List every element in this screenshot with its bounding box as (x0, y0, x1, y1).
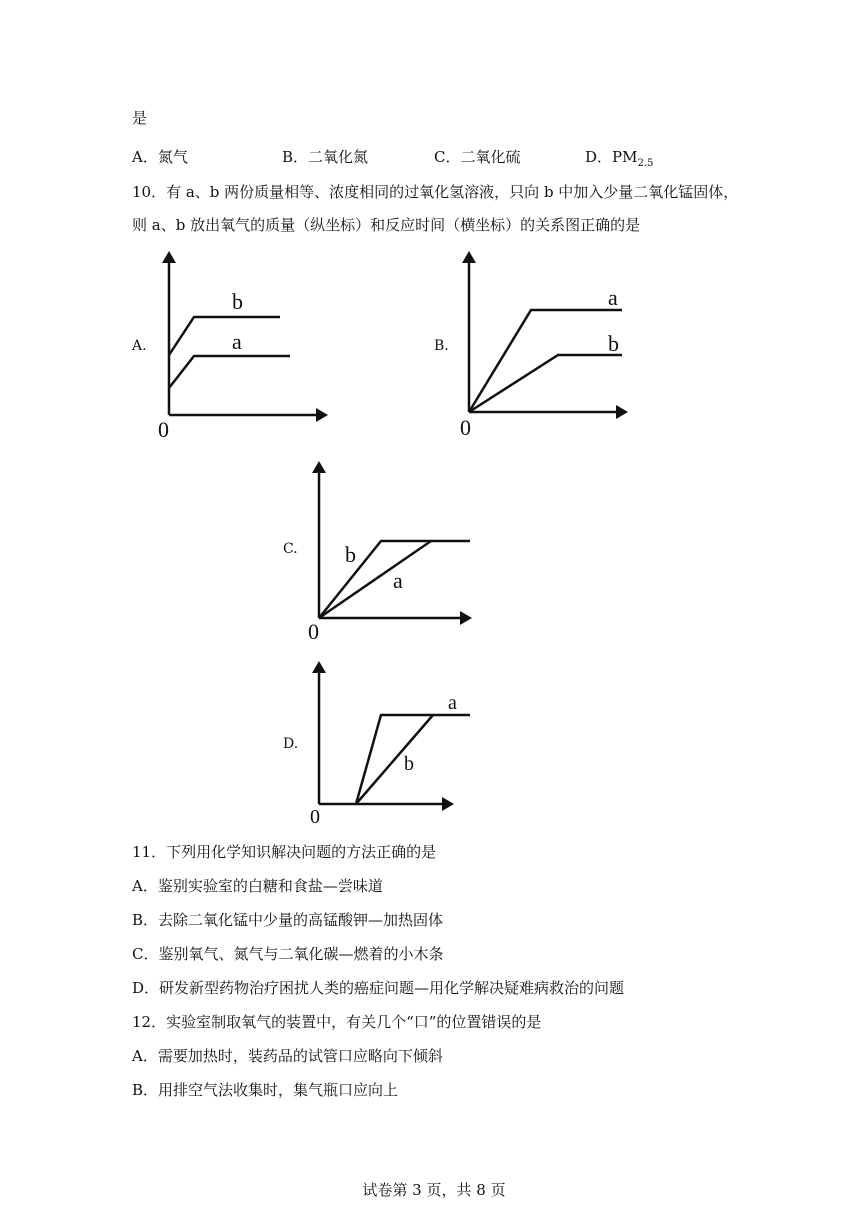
graph-c (300, 455, 490, 655)
graph-d-y-arrow (312, 661, 326, 673)
graph-a (150, 245, 340, 445)
graph-c-curve-lower-label: a (393, 568, 403, 593)
page-footer: 试卷第 3 页，共 8 页 (362, 1181, 506, 1199)
graph-c-origin: 0 (308, 619, 319, 644)
graph-b-origin: 0 (460, 415, 471, 440)
q9-option-b: B．二氧化氮 (282, 148, 369, 166)
q12-option-a: A．需要加热时，装药品的试管口应略向下倾斜 (132, 1047, 443, 1065)
q11-option-c: C．鉴别氧气、氮气与二氧化碳—燃着的小木条 (132, 945, 444, 963)
graph-b-y-arrow (462, 251, 476, 263)
q9-option-d-subscript: 2.5 (637, 158, 654, 169)
graph-b-curve-lower-label: b (608, 331, 619, 356)
graph-d-origin: 0 (310, 806, 320, 828)
graph-b-curve-upper-label: a (608, 285, 618, 310)
q9-option-d (585, 147, 653, 174)
q9-option-a: A．氮气 (132, 148, 188, 166)
q10-stem-line2: 则 a、b 放出氧气的质量（纵坐标）和反应时间（横坐标）的关系图正确的是 (132, 216, 641, 234)
graph-a-curve-upper (169, 317, 280, 355)
q12-option-b: B．用排空气法收集时，集气瓶口应向上 (132, 1081, 399, 1099)
q11-stem: 11．下列用化学知识解决问题的方法正确的是 (132, 843, 437, 861)
q12-stem: 12．实验室制取氧气的装置中，有关几个“口”的位置错误的是 (132, 1013, 542, 1031)
graph-b-x-arrow (616, 405, 628, 419)
graph-c-label: C. (283, 541, 298, 557)
graph-a-label: A. (132, 338, 147, 354)
graph-c-x-arrow (460, 611, 472, 625)
graph-c-y-arrow (312, 461, 326, 473)
graph-c-curve-upper-label: b (345, 542, 356, 567)
q10-stem-line1: 10．有 a、b 两份质量相等、浓度相同的过氧化氢溶液，只向 b 中加入少量二氧化锰固体， (132, 183, 739, 201)
graph-a-curve-upper-label: b (232, 289, 243, 314)
graph-b (450, 245, 640, 445)
graph-a-curve-lower (169, 356, 290, 388)
graph-d (300, 655, 490, 835)
graph-b-curve-lower (469, 355, 622, 412)
graph-a-y-arrow (162, 251, 176, 263)
graph-d-label: D. (283, 736, 299, 752)
q11-option-b: B．去除二氧化锰中少量的高锰酸钾—加热固体 (132, 911, 444, 929)
graph-c-curve-lower (319, 541, 431, 618)
q9-option-d-text: D．PM (585, 148, 638, 166)
q11-option-a: A．鉴别实验室的白糖和食盐—尝味道 (132, 877, 383, 895)
graph-d-x-arrow (442, 797, 454, 811)
graph-a-x-arrow (316, 408, 328, 422)
q9-option-c: C．二氧化硫 (434, 148, 521, 166)
graph-a-origin: 0 (158, 417, 169, 442)
lead-text: 是 (132, 109, 148, 127)
graph-a-curve-lower-label: a (232, 329, 242, 354)
q11-option-d: D．研发新型药物治疗困扰人类的癌症问题—用化学解决疑难病救治的问题 (132, 979, 625, 997)
graph-d-curve-upper-label: a (448, 692, 457, 714)
graph-d-curve-lower-label: b (404, 753, 414, 775)
graph-b-label: B. (434, 338, 449, 354)
